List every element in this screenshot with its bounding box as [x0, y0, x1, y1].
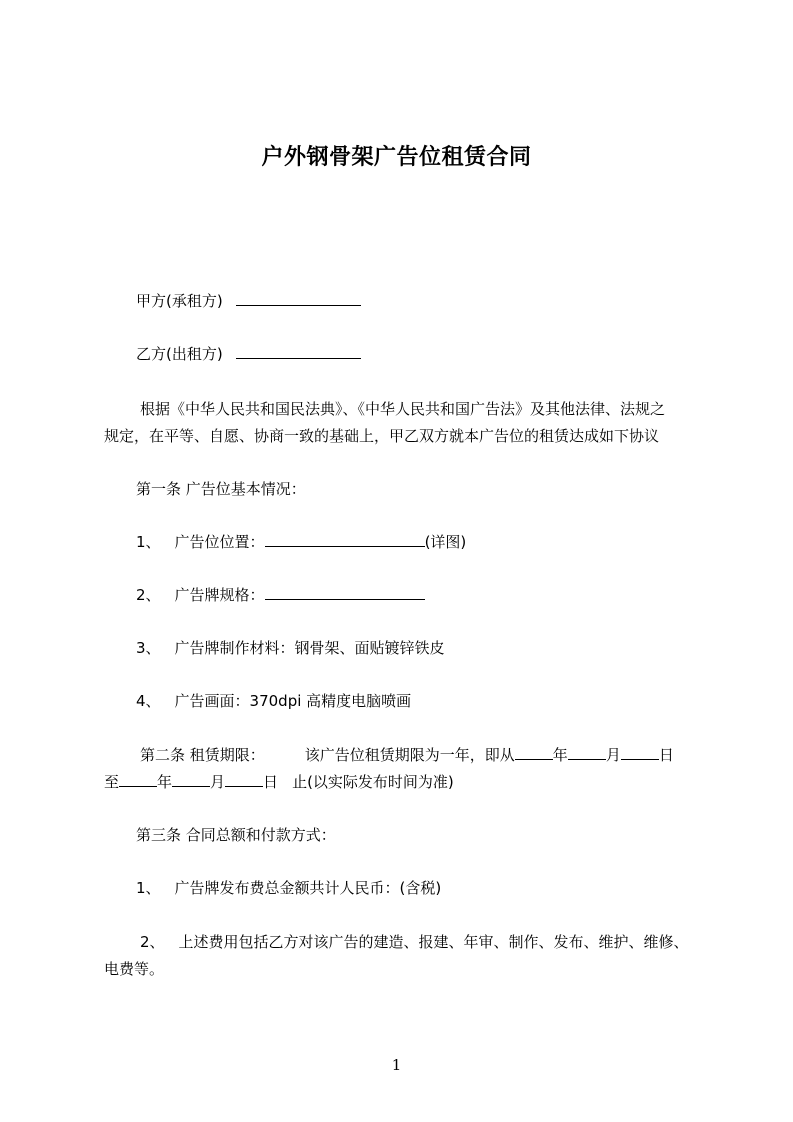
article-2-line-1 — [140, 745, 674, 765]
page-title: 户外钢骨架广告位租赁合同 — [261, 145, 532, 170]
month-label: 月 — [605, 746, 621, 764]
month-label: 月 — [210, 773, 226, 791]
article-2-line-2 — [104, 772, 454, 792]
start-day-blank — [621, 745, 659, 760]
article-3-item-2-cont: 电费等。 — [104, 960, 165, 978]
item-text: 上述费用包括乙方对该广告的建造、报建、年审、制作、发布、维护、维修、 — [178, 933, 689, 951]
article-1-item-4 — [136, 691, 411, 711]
article-2-text: 该广告位租赁期限为一年，即从 — [304, 746, 515, 764]
article-3-item-2 — [140, 932, 689, 952]
end-year-blank — [119, 772, 157, 787]
day-label: 日 — [658, 746, 674, 764]
year-label: 年 — [552, 746, 568, 764]
item-text: 广告牌制作材料：钢骨架、面贴镀锌铁皮 — [174, 639, 445, 657]
end-day-blank — [225, 772, 263, 787]
article-1-item-2 — [136, 585, 425, 605]
party-a-blank — [236, 291, 361, 306]
article-1-heading: 第一条 广告位基本情况： — [136, 480, 306, 498]
end-month-blank — [172, 772, 210, 787]
item-text: 广告画面：370dpi 高精度电脑喷画 — [174, 692, 412, 710]
item-text: 广告牌发布费总金额共计人民币：(含税) — [174, 879, 442, 897]
item-number: 3、 — [136, 639, 161, 657]
spec-blank — [265, 585, 425, 600]
to-label: 至 — [104, 773, 120, 791]
article-1-item-3 — [136, 638, 445, 658]
location-blank — [265, 532, 425, 547]
item-number: 4、 — [136, 692, 161, 710]
item-number: 2、 — [136, 586, 161, 604]
article-2-end: 止(以实际发布时间为准) — [292, 773, 454, 791]
item-label: 广告牌规格： — [174, 586, 265, 604]
party-a-label: 甲方(承租方) — [136, 292, 223, 310]
article-2-heading: 第二条 租赁期限： — [140, 746, 265, 764]
party-b-line — [136, 344, 361, 364]
start-month-blank — [568, 745, 606, 760]
preamble-line-1: 根据《中华人民共和国民法典》、《中华人民共和国广告法》及其他法律、法规之 — [140, 400, 666, 418]
party-b-blank — [236, 344, 361, 359]
item-suffix: (详图) — [424, 533, 467, 551]
article-3-heading: 第三条 合同总额和付款方式： — [136, 826, 336, 844]
preamble-line-2: 规定，在平等、自愿、协商一致的基础上，甲乙双方就本广告位的租赁达成如下协议 — [104, 427, 660, 445]
item-number: 1、 — [136, 533, 161, 551]
year-label: 年 — [157, 773, 173, 791]
start-year-blank — [515, 745, 553, 760]
item-number: 1、 — [136, 879, 161, 897]
item-number: 2、 — [140, 933, 165, 951]
item-label: 广告位位置： — [174, 533, 265, 551]
article-1-item-1 — [136, 532, 466, 552]
party-b-label: 乙方(出租方) — [136, 345, 223, 363]
day-label: 日 — [263, 773, 279, 791]
article-3-item-1 — [136, 878, 441, 898]
page-number: 1 — [391, 1056, 402, 1074]
party-a-line — [136, 291, 361, 311]
